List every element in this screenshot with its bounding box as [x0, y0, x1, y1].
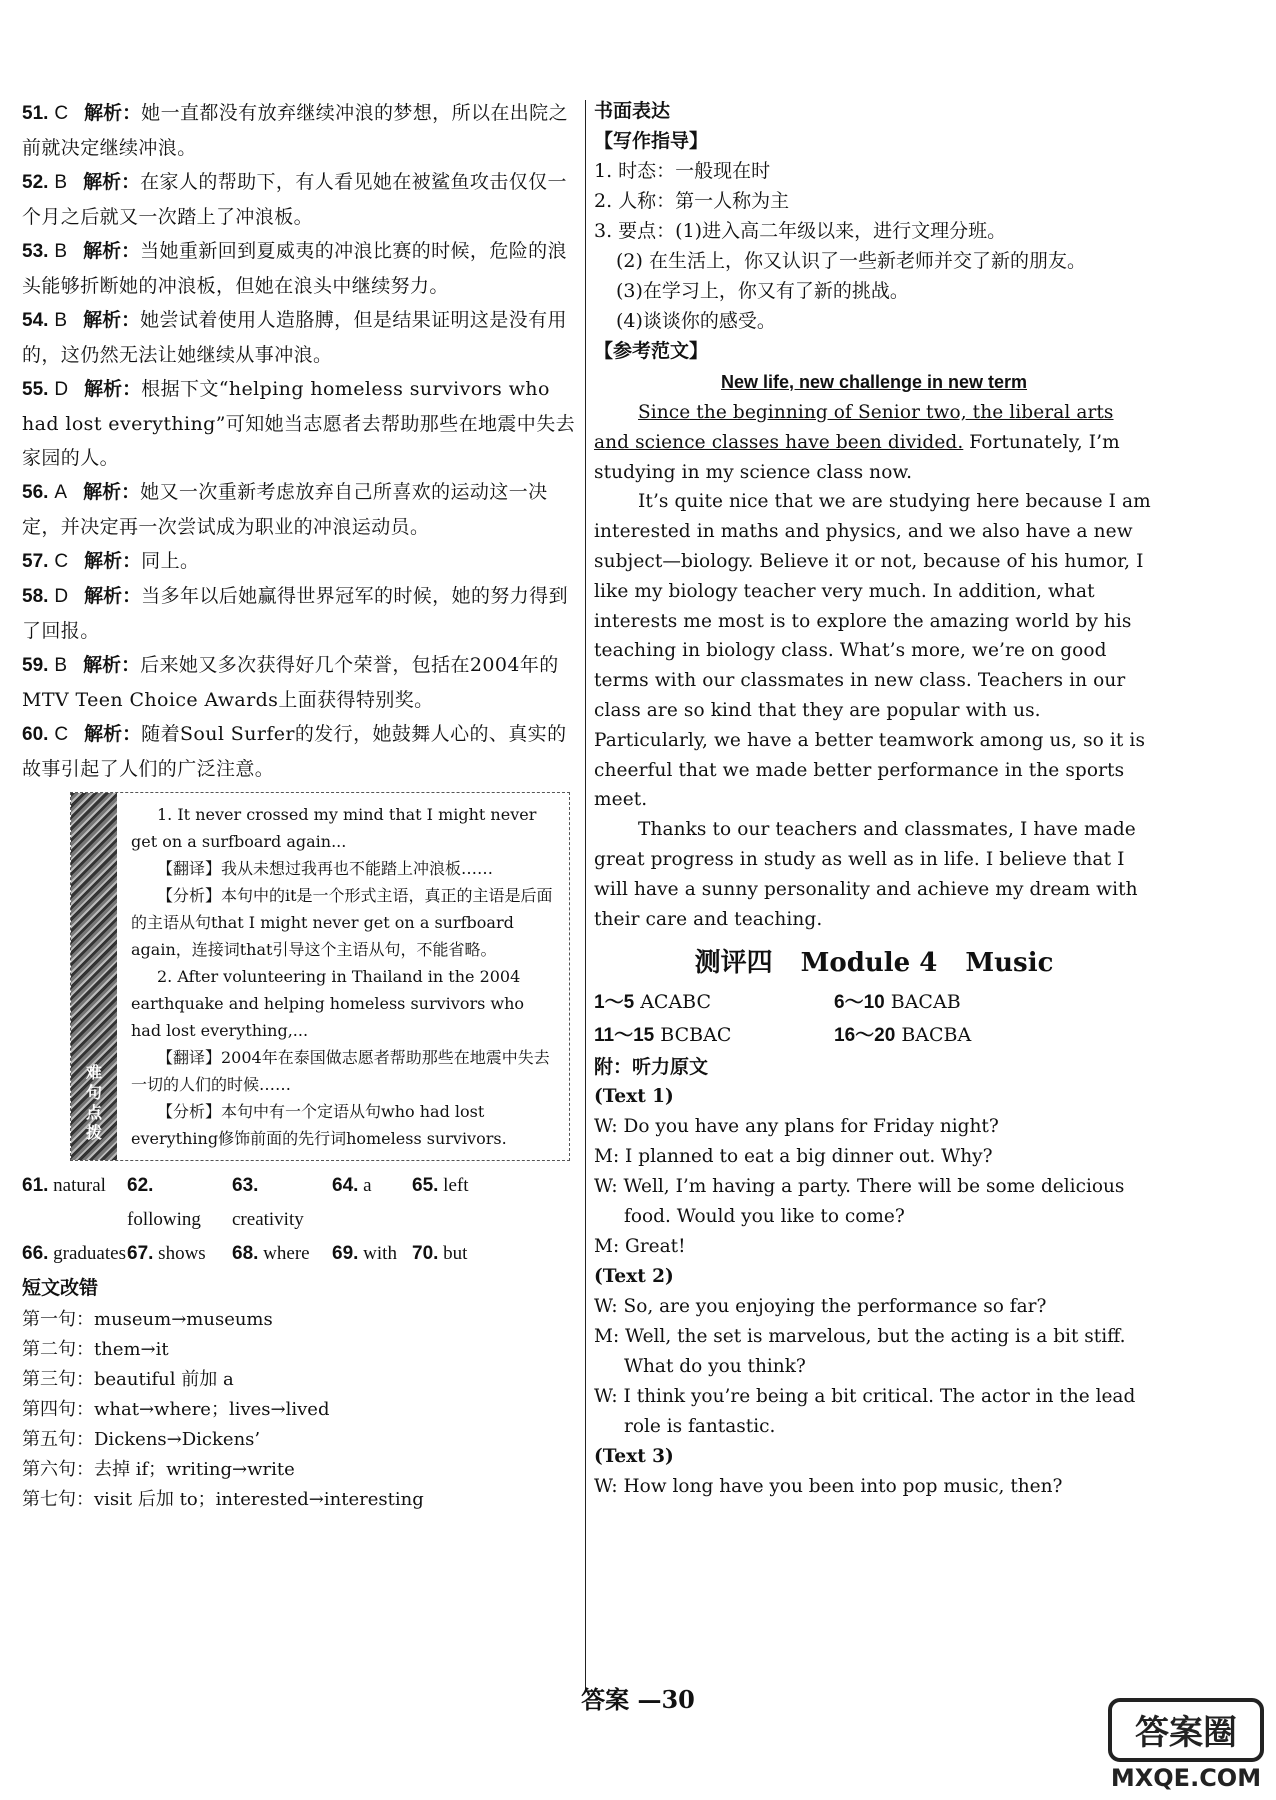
box-line: 【分析】本句中有一个定语从句who had lost everything修饰前面的先行词homeless survivors. — [131, 1102, 507, 1148]
answer-item — [22, 372, 582, 475]
answer-label: 解析： — [83, 310, 141, 331]
correction-item: 第三句：beautiful 前加 a — [22, 1369, 234, 1390]
answer-number: 52. — [22, 172, 49, 193]
answer-label: 解析： — [83, 241, 141, 262]
key-range: 11～15 — [594, 1025, 655, 1047]
essay-title: New life, new challenge in new term — [720, 372, 1028, 392]
essay-paragraph: It’s quite nice that we are studying here because I am interested in maths and physics, and we also have a new subject—biology. Believe it or not, because of his humor, I like my biology teacher very much. In addition, what interests me most is to explore the amazing world by his teaching in biology class. What’s more, we’re on good terms with our classmates in new class. Teachers in our class are so kind that they are popular with us. Particularly, we have a better teamwork among us, so it is cheerful that we made better performance in the sports meet. — [594, 491, 1151, 811]
transcript-line: What do you think? — [624, 1356, 806, 1378]
fill-answer — [412, 1237, 492, 1271]
transcript-line: M: I planned to eat a big dinner out. Why? — [594, 1146, 993, 1168]
answer-item — [22, 303, 582, 372]
fill-number: 67. — [127, 1243, 154, 1264]
answer-number: 54. — [22, 310, 49, 331]
answer-key — [594, 1019, 834, 1052]
fill-number: 62. — [127, 1175, 154, 1196]
transcript-tag: (Text 3) — [594, 1446, 674, 1468]
answer-keys — [594, 986, 1154, 1052]
key-range: 6～10 — [834, 992, 885, 1014]
key-value: BACAB — [890, 991, 961, 1014]
box-line: 2. After volunteering in Thailand in the 2004 earthquake and helping homeless survivors who had lost everything,... — [131, 967, 525, 1040]
sample-title: 【参考范文】 — [594, 340, 709, 362]
fill-answer — [332, 1237, 412, 1271]
fill-answer — [22, 1169, 127, 1237]
module-title-cn: 测评四 — [694, 948, 773, 979]
answer-label: 解析： — [84, 551, 142, 572]
answer-label: 解析： — [84, 103, 142, 124]
essay-paragraph: Thanks to our teachers and classmates, I have made great progress in study as well as in life. I believe that I will have a sunny personality and achieve my dream with their care and teaching. — [594, 819, 1138, 930]
key-value: BCBAC — [660, 1024, 732, 1047]
correction-list — [22, 1305, 582, 1515]
guide-subitem: (3)在学习上，你又有了新的挑战。 — [616, 280, 909, 302]
fill-number: 70. — [412, 1243, 439, 1264]
answer-item — [22, 165, 582, 234]
watermark-logo — [1106, 1696, 1266, 1792]
fill-word: but — [443, 1243, 468, 1264]
answer-choice: D — [54, 379, 69, 400]
essay-underlined-sentence: Since the beginning of Senior two, the liberal arts and science classes have been divided. — [594, 402, 1114, 453]
answer-choice: C — [54, 103, 69, 124]
guide-item: 3. 要点：(1)进入高二年级以来，进行文理分班。 — [594, 220, 1007, 242]
answer-explanation: 同上。 — [141, 550, 200, 572]
transcript-line: M: Great! — [594, 1236, 686, 1258]
answer-choice: C — [54, 724, 69, 745]
writing-title: 书面表达 — [594, 100, 671, 122]
fill-answer — [412, 1169, 492, 1237]
guide-item: 2. 人称：第一人称为主 — [594, 190, 790, 212]
transcript-line: role is fantastic. — [624, 1416, 776, 1438]
guide-subitem: (2) 在生活上，你又认识了一些新老师并交了新的朋友。 — [616, 250, 1086, 272]
answer-explanation: 当多年以后她赢得世界冠军的时候，她的努力得到了回报。 — [22, 585, 568, 642]
correction-item: 第四句：what→where；lives→lived — [22, 1399, 330, 1420]
answer-label: 解析： — [84, 724, 142, 745]
answer-choice: C — [54, 551, 69, 572]
answer-explanation: 她又一次重新考虑放弃自己所喜欢的运动这一决定，并决定再一次尝试成为职业的冲浪运动员。 — [22, 481, 548, 538]
fill-number: 61. — [22, 1175, 49, 1196]
answer-choice: D — [54, 586, 69, 607]
sample-essay — [594, 398, 1154, 934]
fill-word: natural — [53, 1175, 106, 1196]
listening-title: 附：听力原文 — [594, 1056, 709, 1079]
answer-item — [22, 579, 582, 648]
answer-number: 55. — [22, 379, 49, 400]
answer-explanation: 她尝试着使用人造胳膊，但是结果证明这是没有用的，这仍然无法让她继续从事冲浪。 — [22, 309, 567, 366]
correction-item: 第一句：museum→museums — [22, 1309, 273, 1330]
answer-number: 56. — [22, 482, 49, 503]
answer-explanation: 当她重新回到夏威夷的冲浪比赛的时候，危险的浪头能够折断她的冲浪板，但她在浪头中继续努力。 — [22, 240, 567, 297]
answer-explanation: 在家人的帮助下，有人看见她在被鲨鱼攻击仅仅一个月之后就又一次踏上了冲浪板。 — [22, 171, 567, 228]
answer-key — [594, 986, 834, 1019]
fill-answer — [127, 1237, 232, 1271]
transcript-tag: (Text 2) — [594, 1266, 674, 1288]
key-range: 16～20 — [834, 1025, 896, 1047]
box-line: 【分析】本句中的it是一个形式主语，真正的主语是后面的主语从句that I might never get on a surfboard again，连接词that引导这个主语从句，不能省略。 — [131, 886, 553, 959]
correction-title: 短文改错 — [22, 1277, 99, 1299]
answer-explanation: 根据下文“helping homeless survivors who had lost everything”可知她当志愿者去帮助那些在地震中失去家园的人。 — [22, 378, 576, 469]
answer-item — [22, 96, 582, 165]
answer-number: 59. — [22, 655, 49, 676]
key-value: ACABC — [640, 991, 712, 1014]
answer-item — [22, 475, 582, 544]
answer-item — [22, 648, 582, 717]
watermark-bottom: MXQE.COM — [1110, 1764, 1262, 1792]
box-line: 1. It never crossed my mind that I might never get on a surfboard again... — [131, 805, 537, 851]
fill-word: graduates — [53, 1243, 126, 1264]
fill-number: 68. — [232, 1243, 259, 1264]
transcript-line: W: How long have you been into pop music, then? — [594, 1476, 1063, 1498]
answer-explanation: 她一直都没有放弃继续冲浪的梦想，所以在出院之前就决定继续冲浪。 — [22, 102, 568, 159]
box-line: 【翻译】2004年在泰国做志愿者帮助那些在地震中失去一切的人们的时候…… — [131, 1048, 550, 1094]
fill-word: where — [263, 1243, 310, 1264]
column-divider — [585, 100, 586, 1690]
essay-sentence: Fortunately, I’m studying in my science class now. — [594, 431, 1120, 483]
answer-explanations — [22, 96, 582, 786]
answer-number: 51. — [22, 103, 49, 124]
transcript-line: W: So, are you enjoying the performance so far? — [594, 1296, 1047, 1318]
answer-item — [22, 234, 582, 303]
answer-label: 解析： — [84, 586, 142, 607]
fill-answer — [232, 1169, 332, 1237]
answer-label: 解析： — [83, 172, 141, 193]
answer-choice: B — [54, 655, 68, 676]
fill-word: following — [127, 1209, 201, 1230]
transcript-line: W: I think you’re being a bit critical. The actor in the lead — [594, 1386, 1136, 1408]
answer-choice: B — [54, 241, 68, 262]
fill-word: shows — [158, 1243, 206, 1264]
fill-number: 65. — [412, 1175, 439, 1196]
transcript-line: W: Do you have any plans for Friday night? — [594, 1116, 999, 1138]
answer-number: 53. — [22, 241, 49, 262]
answer-key — [834, 1019, 1074, 1052]
answer-number: 58. — [22, 586, 49, 607]
right-column — [594, 96, 1154, 1502]
page-footer: 答案 —30 — [581, 1685, 695, 1714]
module-title — [594, 940, 1154, 986]
correction-item: 第七句：visit 后加 to；interested→interesting — [22, 1489, 424, 1510]
transcript-tag: (Text 1) — [594, 1086, 674, 1108]
essay-paragraph — [594, 398, 1154, 487]
fill-number: 64. — [332, 1175, 359, 1196]
correction-item: 第五句：Dickens→Dickens’ — [22, 1429, 261, 1450]
transcript-line: W: Well, I’m having a party. There will be some delicious — [594, 1176, 1125, 1198]
key-value: BACBA — [901, 1024, 972, 1047]
correction-item: 第二句：them→it — [22, 1339, 169, 1360]
fill-word: with — [363, 1243, 397, 1264]
box-strip-label: 难句点拨 — [85, 1063, 102, 1142]
guide-subitem: (4)谈谈你的感受。 — [616, 310, 776, 332]
answer-label: 解析： — [84, 379, 142, 400]
watermark-top: 答案圈 — [1135, 1713, 1237, 1753]
fill-number: 69. — [332, 1243, 359, 1264]
fill-answer — [232, 1237, 332, 1271]
fill-answer — [22, 1237, 127, 1271]
answer-number: 57. — [22, 551, 49, 572]
fill-in-answers — [22, 1169, 582, 1271]
fill-number: 63. — [232, 1175, 259, 1196]
guide-item: 1. 时态：一般现在时 — [594, 160, 771, 182]
fill-answer — [127, 1169, 232, 1237]
fill-answer — [332, 1169, 412, 1237]
answer-choice: B — [54, 310, 68, 331]
key-range: 1～5 — [594, 992, 635, 1014]
listening-transcript — [594, 1082, 1154, 1502]
left-column — [22, 96, 582, 1515]
fill-word: a — [363, 1175, 372, 1196]
answer-item — [22, 717, 582, 786]
answer-explanation: 后来她又多次获得好几个荣誉，包括在2004年的MTV Teen Choice Awards上面获得特别奖。 — [22, 654, 559, 711]
module-title-num: Module 4 — [800, 948, 938, 979]
answer-item — [22, 544, 582, 579]
answer-explanation: 随着Soul Surfer的发行，她鼓舞人心的、真实的故事引起了人们的广泛注意。 — [22, 723, 567, 780]
fill-number: 66. — [22, 1243, 49, 1264]
answer-choice: B — [54, 172, 68, 193]
fill-word: creativity — [232, 1209, 304, 1230]
correction-item: 第六句：去掉 if；writing→write — [22, 1459, 295, 1480]
fill-word: left — [443, 1175, 469, 1196]
box-line: 【翻译】我从未想过我再也不能踏上冲浪板…… — [157, 859, 494, 878]
answer-choice: A — [54, 482, 68, 503]
answer-key — [834, 986, 1074, 1019]
answer-number: 60. — [22, 724, 49, 745]
module-title-name: Music — [965, 948, 1054, 979]
difficult-sentence-box — [70, 792, 570, 1161]
transcript-line: M: Well, the set is marvelous, but the acting is a bit stiff. — [594, 1326, 1126, 1348]
answer-label: 解析： — [83, 482, 141, 503]
answer-label: 解析： — [83, 655, 141, 676]
transcript-line: food. Would you like to come? — [624, 1206, 905, 1228]
guide-title: 【写作指导】 — [594, 130, 709, 152]
